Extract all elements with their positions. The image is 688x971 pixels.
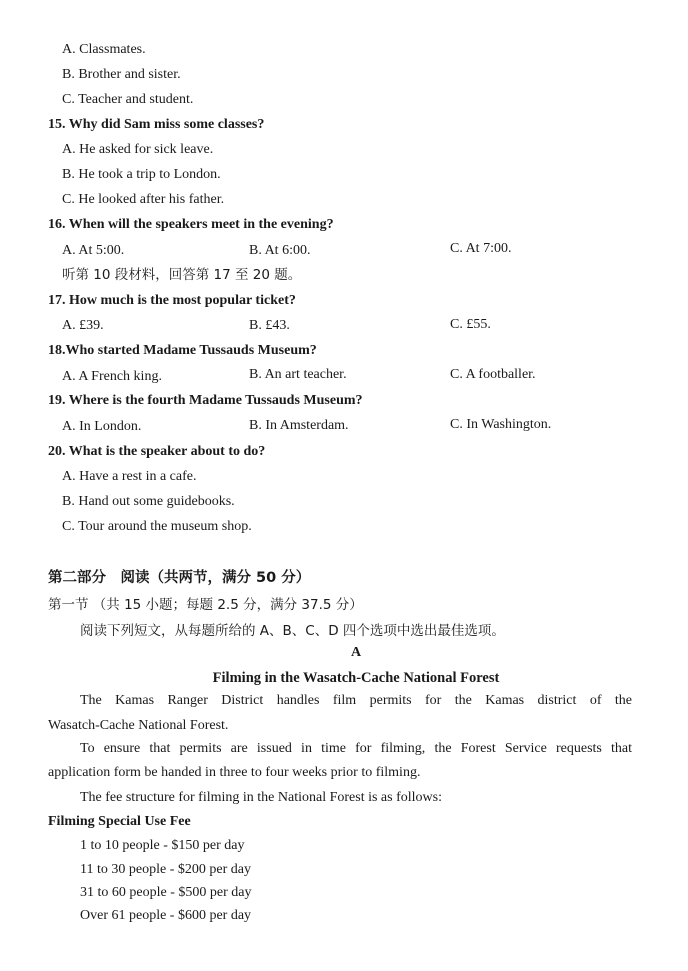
q20-stem: 20. What is the speaker about to do? [48, 444, 266, 459]
q18-option-a: A. A French king. [62, 369, 162, 384]
q14-option-b: B. Brother and sister. [62, 67, 181, 82]
q15-stem: 15. Why did Sam miss some classes? [48, 117, 265, 132]
q15-option-b: B. He took a trip to London. [62, 167, 221, 182]
fee-item: Over 61 people - $600 per day [80, 908, 252, 923]
q14-option-c: C. Teacher and student. [62, 92, 194, 107]
paragraph-2-line-1: To ensure that permits are issued in time for filming, the Forest Service requests that [80, 741, 632, 756]
part-two-title: 第二部分 阅读（共两节，满分 50 分） [48, 570, 311, 586]
reading-instruction: 阅读下列短文，从每题所给的 A、B、C、D 四个选项中选出最佳选项。 [80, 623, 505, 639]
paragraph-2-line-2: application form be handed in three to four weeks prior to filming. [48, 765, 421, 780]
q17-option-a: A. £39. [62, 318, 104, 333]
fee-item: 1 to 10 people - $150 per day [80, 838, 245, 853]
q17-stem: 17. How much is the most popular ticket? [48, 293, 296, 308]
fee-item: 31 to 60 people - $500 per day [80, 885, 252, 900]
q14-option-a: A. Classmates. [62, 42, 146, 57]
q16-option-b: B. At 6:00. [249, 243, 311, 258]
q19-option-c: C. In Washington. [450, 417, 552, 432]
q20-option-b: B. Hand out some guidebooks. [62, 494, 235, 509]
q18-option-c: C. A footballer. [450, 367, 536, 382]
q19-option-a: A. In London. [62, 419, 142, 434]
q20-option-c: C. Tour around the museum shop. [62, 519, 252, 534]
q16-option-a: A. At 5:00. [62, 243, 125, 258]
paragraph-3: The fee structure for filming in the National Forest is as follows: [80, 790, 442, 805]
q17-option-c: C. £55. [450, 317, 491, 332]
q16-stem: 16. When will the speakers meet in the evening? [48, 217, 334, 232]
q19-option-b: B. In Amsterdam. [249, 418, 349, 433]
q20-option-a: A. Have a rest in a cafe. [62, 469, 197, 484]
q15-option-c: C. He looked after his father. [62, 192, 225, 207]
instruction-17-20: 听第 10 段材料，回答第 17 至 20 题。 [62, 267, 302, 283]
q16-option-c: C. At 7:00. [450, 241, 512, 256]
paragraph-1-line-1: The Kamas Ranger District handles film permits for the Kamas district of the [80, 693, 632, 708]
q18-option-b: B. An art teacher. [249, 367, 347, 382]
q19-stem: 19. Where is the fourth Madame Tussauds Museum? [48, 393, 363, 408]
q17-option-b: B. £43. [249, 318, 290, 333]
passage-title: Filming in the Wasatch-Cache National Forest [212, 670, 500, 686]
paragraph-1-line-2: Wasatch-Cache National Forest. [48, 718, 229, 733]
fee-item: 11 to 30 people - $200 per day [80, 862, 251, 877]
q18-stem: 18.Who started Madame Tussauds Museum? [48, 343, 317, 358]
passage-letter: A [350, 645, 362, 660]
fee-heading: Filming Special Use Fee [48, 814, 191, 829]
section-one-title: 第一节 （共 15 小题；每题 2.5 分，满分 37.5 分） [48, 597, 363, 613]
q15-option-a: A. He asked for sick leave. [62, 142, 214, 157]
